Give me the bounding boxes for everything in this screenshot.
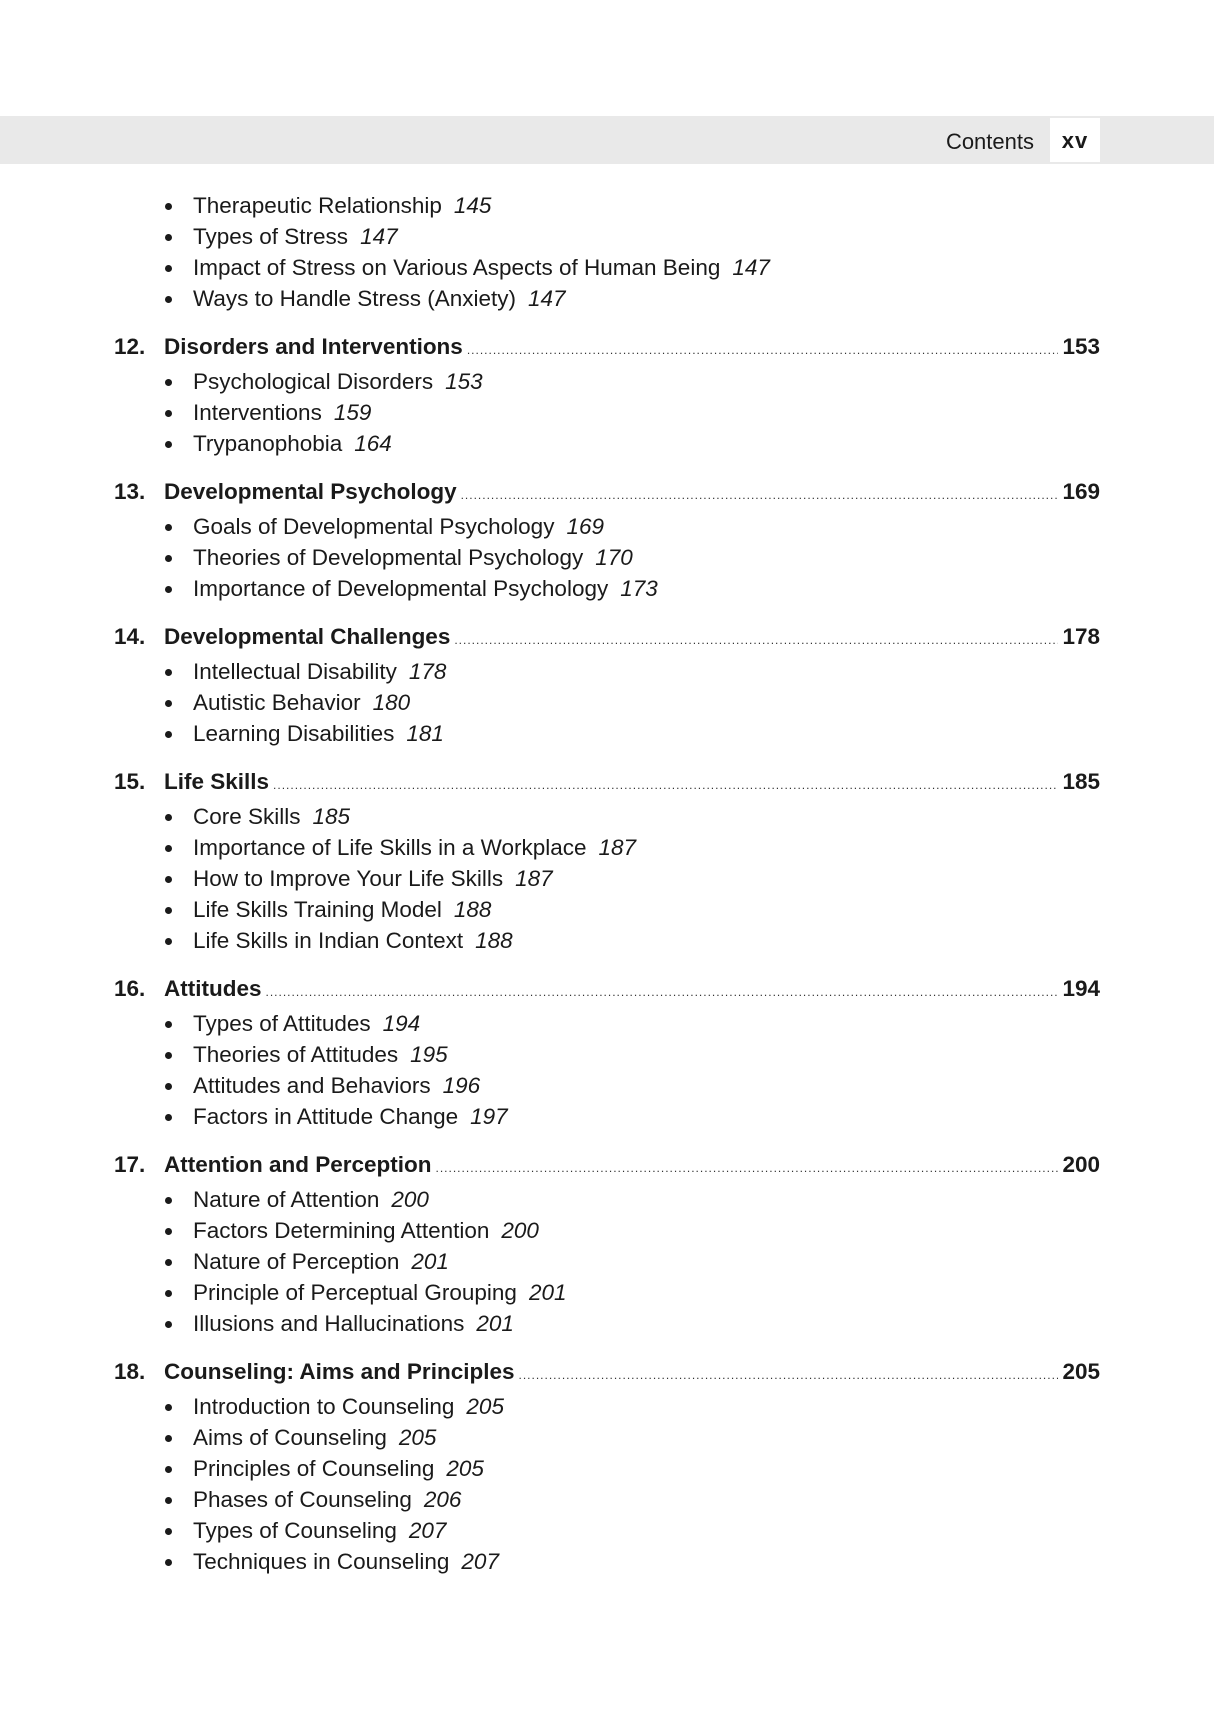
toc-subentry xyxy=(0,1453,1214,1484)
dot-leader xyxy=(454,623,1058,657)
chapter-page: 178 xyxy=(1062,624,1100,649)
toc-subentry xyxy=(0,511,1214,542)
subentry-title: Phases of Counseling xyxy=(193,1487,412,1512)
subentry-title: Importance of Life Skills in a Workplace xyxy=(193,835,587,860)
chapter-number: 18. xyxy=(114,1359,146,1384)
chapter-title: Life Skills xyxy=(164,769,270,794)
subentry-page: 205 xyxy=(446,1456,484,1481)
subentry-title: Factors Determining Attention xyxy=(193,1218,490,1243)
subentry-title: Theories of Developmental Psychology xyxy=(193,545,584,570)
subentry-page: 164 xyxy=(354,431,392,456)
subentry-title: Autistic Behavior xyxy=(193,690,361,715)
subentry-page: 205 xyxy=(398,1425,437,1450)
subentry-page: 187 xyxy=(598,835,637,860)
subentry-title: Nature of Perception xyxy=(193,1249,400,1274)
subentry-title: Interventions xyxy=(193,400,322,425)
toc-subentry xyxy=(0,1277,1214,1308)
chapter-heading xyxy=(114,330,1100,364)
chapter-number: 16. xyxy=(114,976,146,1001)
chapter-heading xyxy=(114,620,1100,654)
table-of-contents xyxy=(0,190,1214,1577)
chapter-page: 205 xyxy=(1062,1359,1100,1384)
toc-subentry xyxy=(0,366,1214,397)
subentry-page: 200 xyxy=(391,1187,429,1212)
subentry-page: 188 xyxy=(453,897,492,922)
chapter-page: 169 xyxy=(1062,479,1100,504)
subentry-title: Types of Attitudes xyxy=(193,1011,371,1036)
subentry-page: 187 xyxy=(515,866,553,891)
toc-subentry xyxy=(0,863,1214,894)
toc-chapter xyxy=(0,765,1214,956)
subentry-page: 195 xyxy=(410,1042,448,1067)
subentry-page: 200 xyxy=(501,1218,539,1243)
subentry-title: Life Skills in Indian Context xyxy=(193,928,464,953)
chapter-subentries xyxy=(0,511,1214,604)
chapter-title: Disorders and Interventions xyxy=(164,334,463,359)
chapter-heading xyxy=(114,972,1100,1006)
toc-subentry xyxy=(0,1422,1214,1453)
subentry-title: Attitudes and Behaviors xyxy=(193,1073,431,1098)
toc-subentry xyxy=(0,1039,1214,1070)
subentry-page: 147 xyxy=(732,255,770,280)
subentry-page: 147 xyxy=(360,224,398,249)
subentry-title: Nature of Attention xyxy=(193,1187,380,1212)
toc-subentry xyxy=(0,925,1214,956)
toc-subentry xyxy=(0,221,1214,252)
subentry-title: Illusions and Hallucinations xyxy=(193,1311,465,1336)
toc-chapter xyxy=(0,972,1214,1132)
toc-subentry xyxy=(0,1101,1214,1132)
chapter-subentries xyxy=(0,1184,1214,1339)
toc-subentry xyxy=(0,1246,1214,1277)
subentry-title: Ways to Handle Stress (Anxiety) xyxy=(193,286,517,311)
toc-subentry xyxy=(0,656,1214,687)
dot-leader xyxy=(461,478,1059,512)
chapter-number: 15. xyxy=(114,769,146,794)
toc-subentry xyxy=(0,190,1214,221)
chapter-page: 194 xyxy=(1062,976,1100,1001)
subentry-title: Importance of Developmental Psychology xyxy=(193,576,609,601)
dot-leader xyxy=(273,768,1058,802)
toc-chapter xyxy=(0,1148,1214,1339)
running-header xyxy=(0,116,1214,164)
subentry-page: 180 xyxy=(372,690,411,715)
chapter-page: 200 xyxy=(1062,1152,1100,1177)
subentry-title: Aims of Counseling xyxy=(193,1425,387,1450)
toc-subentry xyxy=(0,252,1214,283)
toc-subentry xyxy=(0,1308,1214,1339)
toc-chapter xyxy=(0,1355,1214,1577)
subentry-page: 201 xyxy=(411,1249,449,1274)
subentry-title: Learning Disabilities xyxy=(193,721,395,746)
toc-subentry xyxy=(0,1184,1214,1215)
subentry-title: Techniques in Counseling xyxy=(193,1549,450,1574)
toc-subentry xyxy=(0,832,1214,863)
subentry-page: 201 xyxy=(476,1311,514,1336)
toc-subentry xyxy=(0,573,1214,604)
subentry-page: 170 xyxy=(595,545,633,570)
chapter-title: Attitudes xyxy=(164,976,262,1001)
subentry-page: 185 xyxy=(312,804,351,829)
chapter-subentries xyxy=(0,801,1214,956)
chapter-number: 14. xyxy=(114,624,146,649)
subentry-title: Goals of Developmental Psychology xyxy=(193,514,555,539)
toc-chapter xyxy=(0,475,1214,604)
toc-subentry xyxy=(0,283,1214,314)
toc-subentry xyxy=(0,428,1214,459)
subentry-title: Impact of Stress on Various Aspects of Human Being xyxy=(193,255,721,280)
chapter-number: 12. xyxy=(114,334,146,359)
chapter-heading xyxy=(114,1355,1100,1389)
subentry-page: 178 xyxy=(408,659,447,684)
subentry-title: Life Skills Training Model xyxy=(193,897,442,922)
subentry-page: 159 xyxy=(333,400,372,425)
subentry-page: 207 xyxy=(461,1549,499,1574)
running-header-label: Contents xyxy=(945,129,1034,154)
dot-leader xyxy=(266,975,1059,1009)
dot-leader xyxy=(518,1358,1058,1392)
toc-subentry xyxy=(0,894,1214,925)
dot-leader xyxy=(436,1151,1059,1185)
page-number: xv xyxy=(1050,118,1100,162)
toc-subentry xyxy=(0,1515,1214,1546)
chapter-title: Attention and Perception xyxy=(164,1152,432,1177)
subentry-page: 147 xyxy=(528,286,566,311)
subentry-page: 169 xyxy=(566,514,604,539)
subentry-title: Principle of Perceptual Grouping xyxy=(193,1280,517,1305)
subentry-page: 145 xyxy=(453,193,492,218)
chapter-heading xyxy=(114,475,1100,509)
subentry-title: Trypanophobia xyxy=(193,431,343,456)
chapter-subentries xyxy=(0,366,1214,459)
toc-chapter xyxy=(0,620,1214,749)
subentry-page: 196 xyxy=(442,1073,481,1098)
toc-subentry xyxy=(0,1008,1214,1039)
subentry-page: 197 xyxy=(470,1104,508,1129)
subentry-page: 207 xyxy=(408,1518,447,1543)
toc-subentry xyxy=(0,1391,1214,1422)
subentry-page: 173 xyxy=(620,576,658,601)
toc-subentry xyxy=(0,801,1214,832)
subentry-title: Types of Counseling xyxy=(193,1518,397,1543)
subentry-title: Psychological Disorders xyxy=(193,369,434,394)
toc-chapter xyxy=(0,330,1214,459)
chapter-subentries xyxy=(0,1008,1214,1132)
subentry-title: Therapeutic Relationship xyxy=(193,193,442,218)
subentry-title: Core Skills xyxy=(193,804,301,829)
toc-subentry xyxy=(0,687,1214,718)
subentry-title: Principles of Counseling xyxy=(193,1456,435,1481)
toc-subentry xyxy=(0,1070,1214,1101)
toc-subentry xyxy=(0,1546,1214,1577)
chapter-page: 185 xyxy=(1062,769,1100,794)
subentry-title: Factors in Attitude Change xyxy=(193,1104,459,1129)
subentry-title: Intellectual Disability xyxy=(193,659,397,684)
subentry-page: 194 xyxy=(382,1011,421,1036)
chapter-page: 153 xyxy=(1062,334,1100,359)
continued-section-list xyxy=(0,190,1214,314)
chapter-title: Developmental Challenges xyxy=(164,624,451,649)
subentry-title: Types of Stress xyxy=(193,224,349,249)
chapter-number: 17. xyxy=(114,1152,146,1177)
dot-leader xyxy=(467,333,1059,367)
chapter-title: Developmental Psychology xyxy=(164,479,457,504)
chapter-subentries xyxy=(0,1391,1214,1577)
toc-subentry xyxy=(0,542,1214,573)
subentry-page: 205 xyxy=(466,1394,504,1419)
subentry-title: Introduction to Counseling xyxy=(193,1394,455,1419)
toc-subentry xyxy=(0,718,1214,749)
subentry-page: 181 xyxy=(406,721,444,746)
toc-subentry xyxy=(0,397,1214,428)
chapter-heading xyxy=(114,765,1100,799)
subentry-page: 188 xyxy=(475,928,513,953)
subentry-page: 153 xyxy=(445,369,483,394)
chapter-number: 13. xyxy=(114,479,146,504)
subentry-page: 201 xyxy=(528,1280,567,1305)
chapter-heading xyxy=(114,1148,1100,1182)
subentry-title: Theories of Attitudes xyxy=(193,1042,399,1067)
toc-subentry xyxy=(0,1215,1214,1246)
chapter-title: Counseling: Aims and Principles xyxy=(164,1359,515,1384)
toc-subentry xyxy=(0,1484,1214,1515)
chapter-subentries xyxy=(0,656,1214,749)
subentry-title: How to Improve Your Life Skills xyxy=(193,866,504,891)
subentry-page: 206 xyxy=(423,1487,462,1512)
